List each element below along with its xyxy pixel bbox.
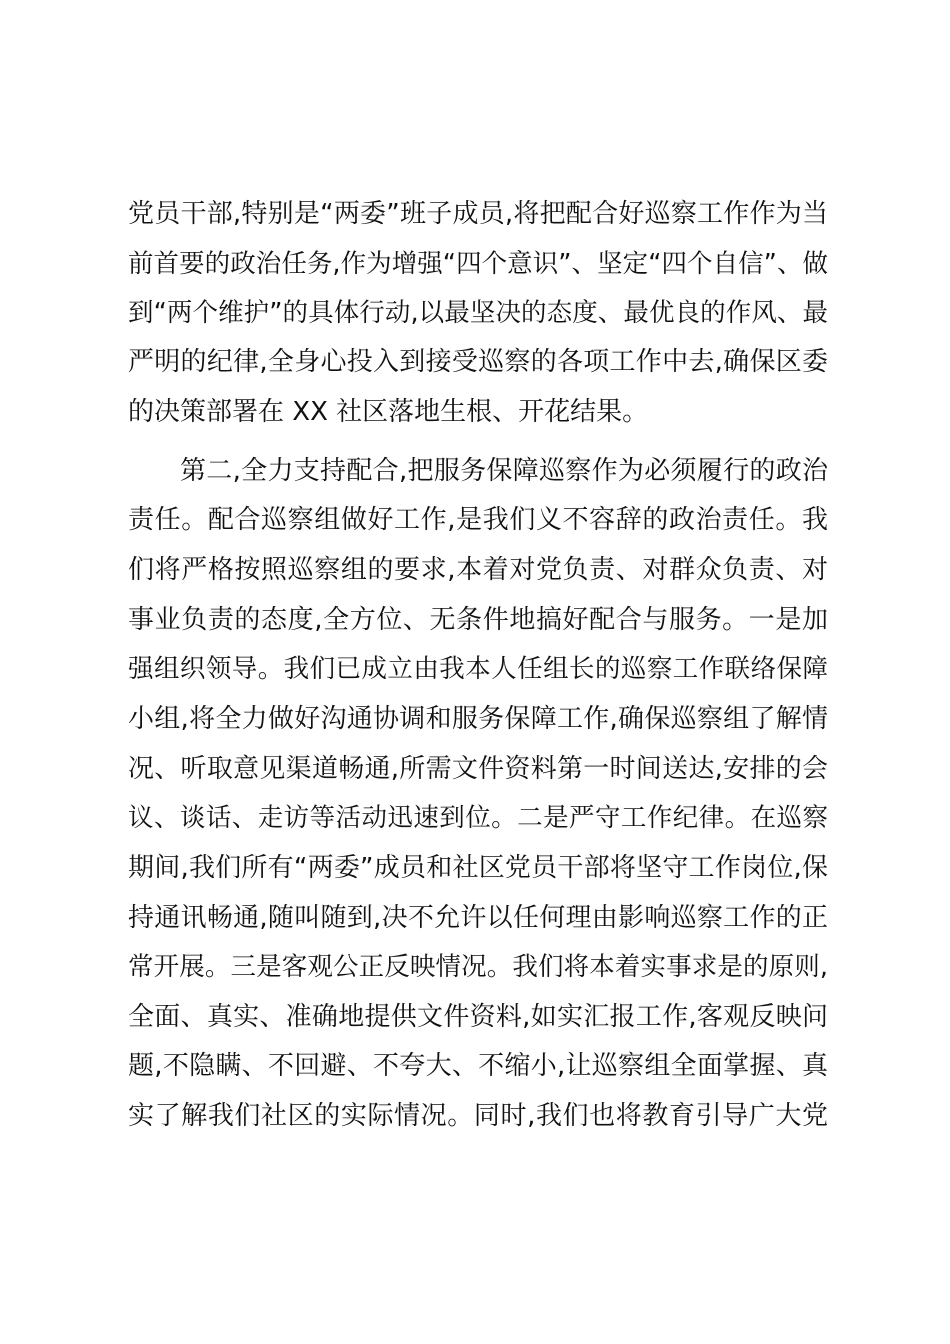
paragraph-2-line-14: 实了解我们社区的实际情况。同时,我们也将教育引导广大党 bbox=[128, 1101, 828, 1131]
paragraph-2-line-8: 议、谈话、走访等活动迅速到位。二是严守工作纪律。在巡察 bbox=[128, 803, 828, 833]
paragraph-2-line-12: 全面、真实、准确地提供文件资料,如实汇报工作,客观反映问 bbox=[128, 1002, 828, 1032]
paragraph-2-line-4: 事业负责的态度,全方位、无条件地搞好配合与服务。一是加 bbox=[128, 605, 828, 635]
paragraph-2-line-13: 题,不隐瞒、不回避、不夸大、不缩小,让巡察组全面掌握、真 bbox=[128, 1051, 828, 1081]
paragraph-2-line-3: 们将严格按照巡察组的要求,本着对党负责、对群众负责、对 bbox=[128, 555, 828, 585]
paragraph-2-line-5: 强组织领导。我们已成立由我本人任组长的巡察工作联络保障 bbox=[128, 654, 828, 684]
paragraph-2-line-10: 持通讯畅通,随叫随到,决不允许以任何理由影响巡察工作的正 bbox=[128, 903, 828, 933]
paragraph-1-line-3: 到“两个维护”的具体行动,以最坚决的态度、最优良的作风、最 bbox=[128, 298, 828, 328]
paragraph-1-line-2: 前首要的政治任务,作为增强“四个意识”、坚定“四个自信”、做 bbox=[128, 249, 828, 279]
paragraph-1-line-5: 的决策部署在 XX 社区落地生根、开花结果。 bbox=[128, 397, 649, 427]
paragraph-2-line-2: 责任。配合巡察组做好工作,是我们义不容辞的政治责任。我 bbox=[128, 505, 828, 535]
paragraph-2-line-9: 期间,我们所有“两委”成员和社区党员干部将坚守工作岗位,保 bbox=[128, 853, 828, 883]
paragraph-2-line-11: 常开展。三是客观公正反映情况。我们将本着实事求是的原则, bbox=[128, 952, 828, 982]
paragraph-2-line-7: 况、听取意见渠道畅通,所需文件资料第一时间送达,安排的会 bbox=[128, 754, 828, 784]
paragraph-2-line-1: 第二,全力支持配合,把服务保障巡察作为必须履行的政治 bbox=[180, 456, 828, 486]
paragraph-1-line-1: 党员干部,特别是“两委”班子成员,将把配合好巡察工作作为当 bbox=[128, 199, 828, 229]
paragraph-2-line-6: 小组,将全力做好沟通协调和服务保障工作,确保巡察组了解情 bbox=[128, 704, 828, 734]
paragraph-1-line-4: 严明的纪律,全身心投入到接受巡察的各项工作中去,确保区委 bbox=[128, 347, 828, 377]
